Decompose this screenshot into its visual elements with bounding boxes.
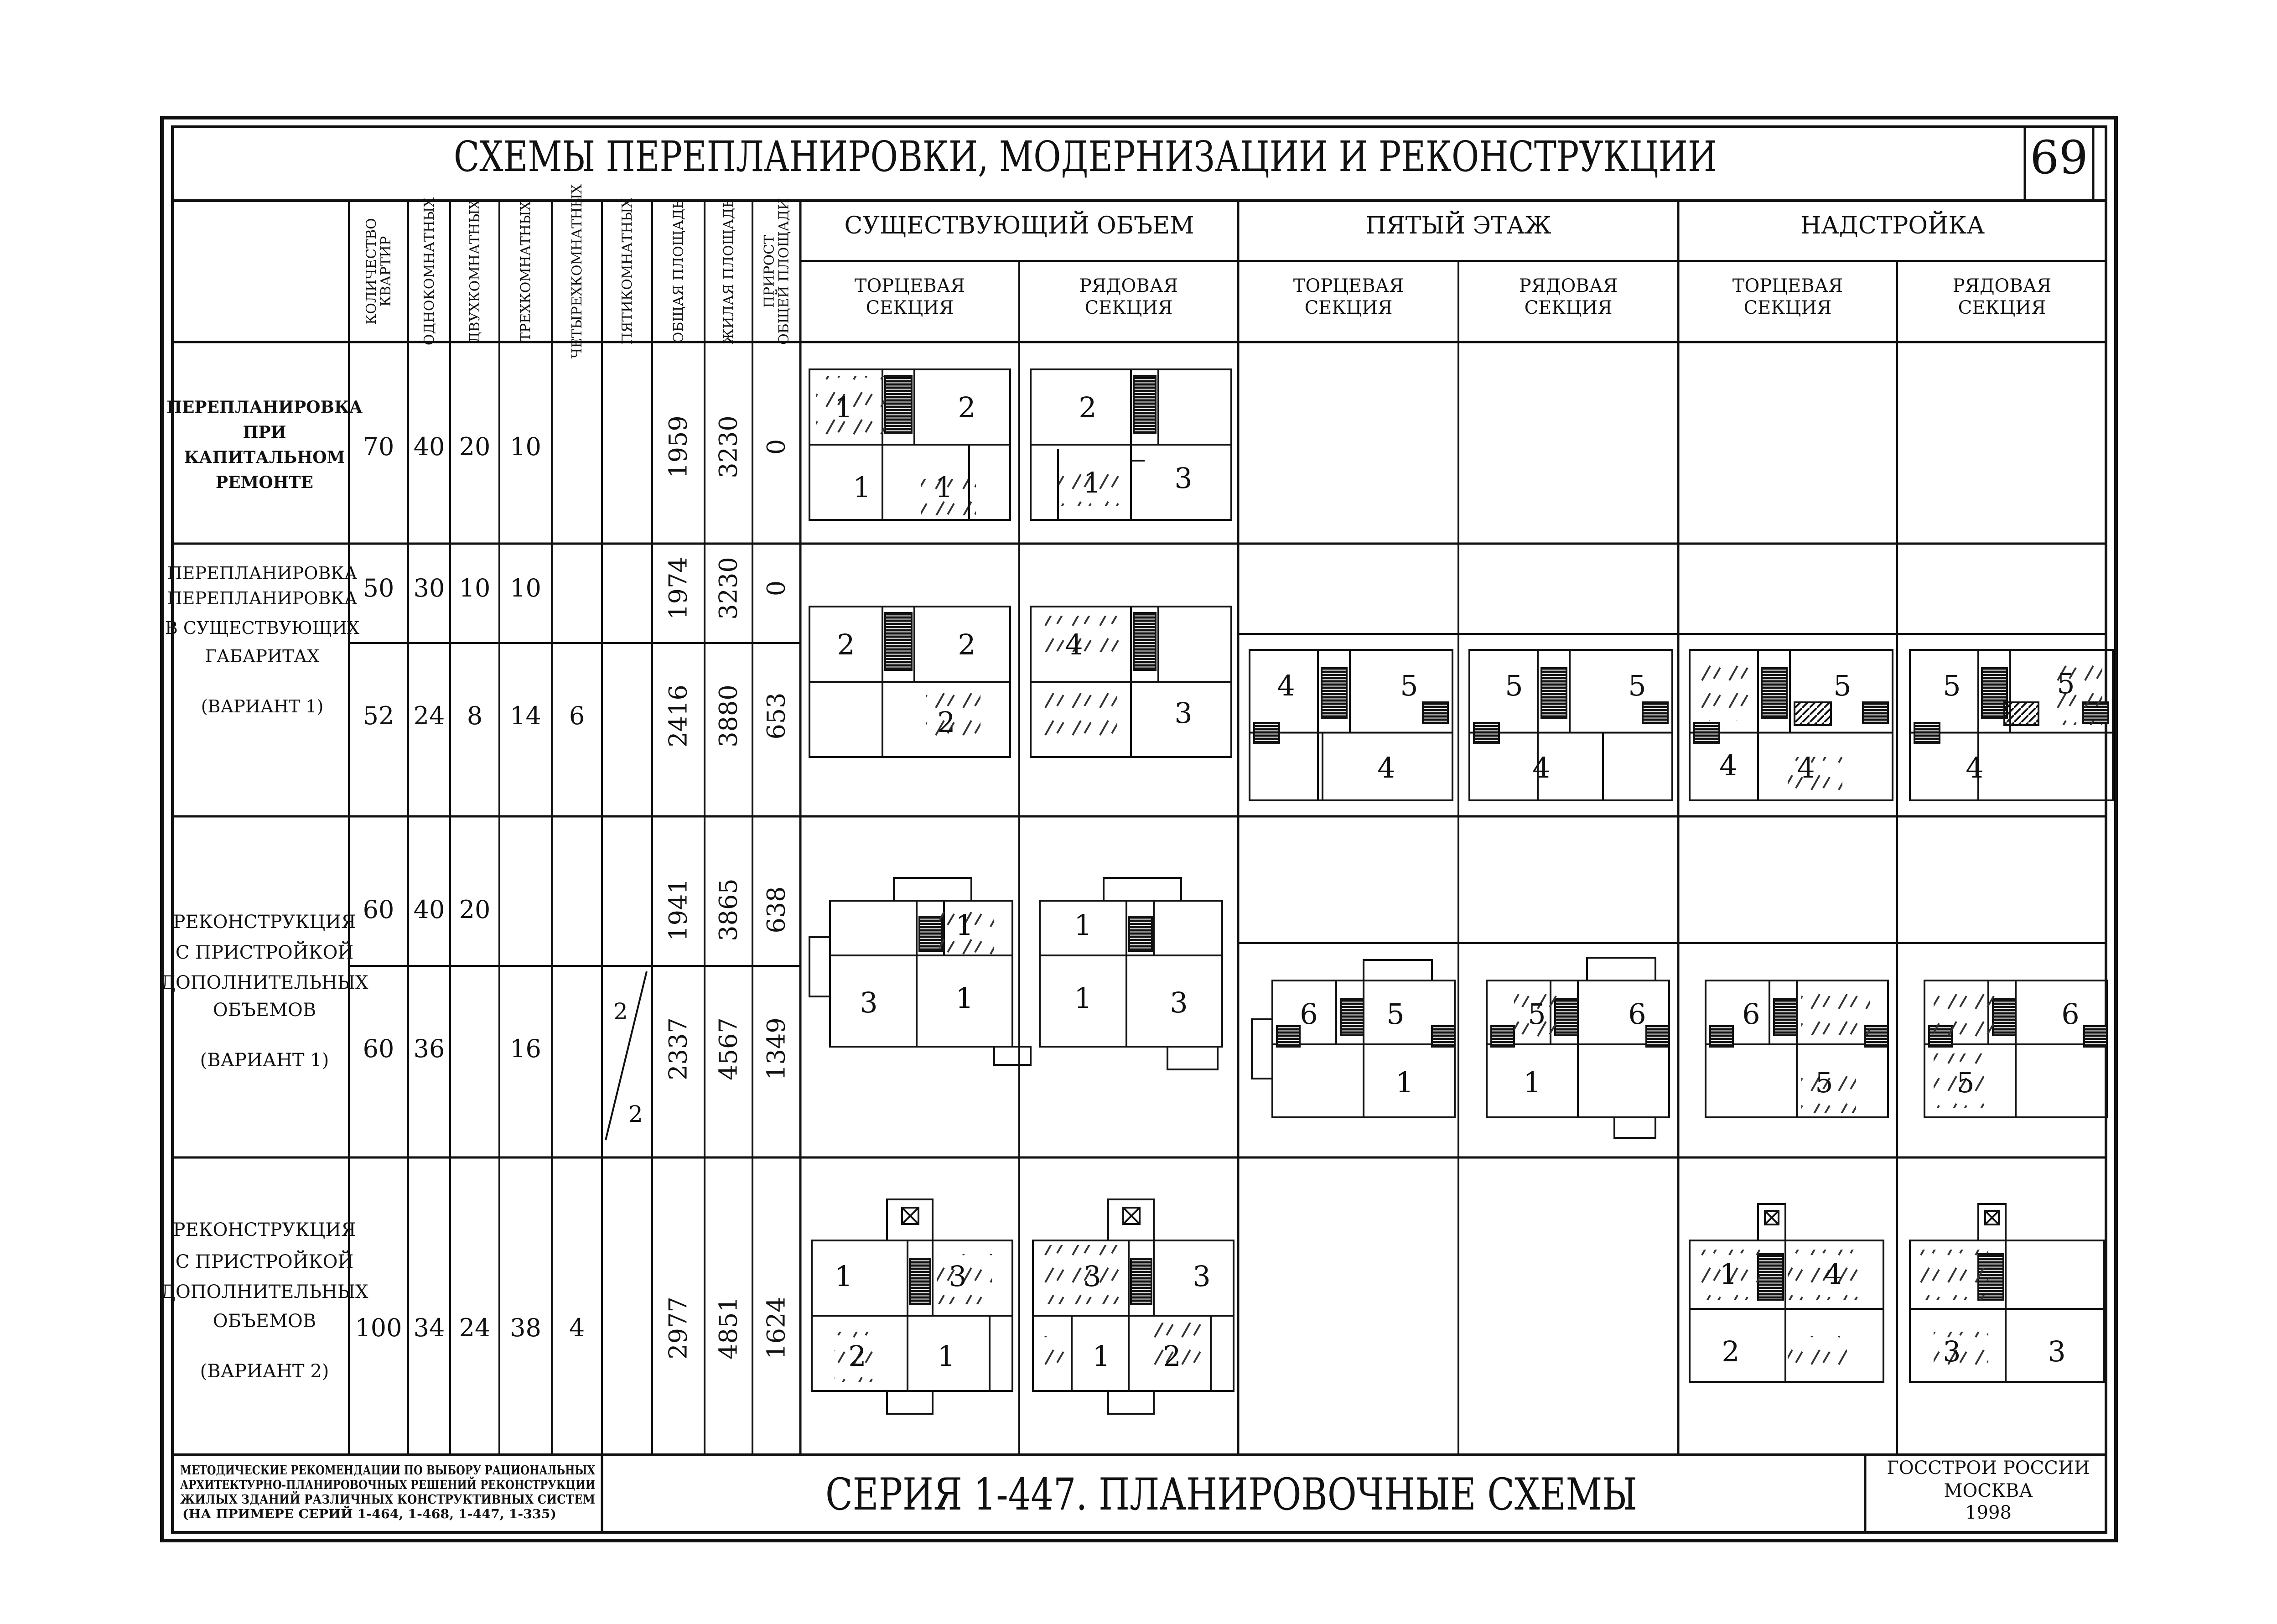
cell-value: 2977 bbox=[664, 1297, 693, 1359]
room-number: 5 bbox=[2057, 667, 2075, 700]
plan-wall bbox=[894, 878, 971, 901]
room-number: 5 bbox=[1956, 1066, 1975, 1099]
column-header: ТРЕХКОМНАТНЫХ bbox=[518, 201, 534, 342]
cell-value: 16 bbox=[510, 1034, 541, 1063]
stair-icon bbox=[910, 1259, 930, 1304]
cell-value: 34 bbox=[413, 1313, 445, 1342]
plan-wall bbox=[1614, 1117, 1655, 1138]
room-number: 2 bbox=[958, 628, 976, 661]
cell-value: 60 bbox=[363, 1034, 394, 1063]
room-number: 1 bbox=[1719, 1257, 1738, 1291]
room-number: 3 bbox=[2048, 1335, 2066, 1368]
column-headers bbox=[363, 184, 792, 358]
svg-text:МЕТОДИЧЕСКИЕ РЕКОМЕНДАЦИИ ПО В: МЕТОДИЧЕСКИЕ РЕКОМЕНДАЦИИ ПО ВЫБОРУ РАЦИОНАЛЬНЫХ bbox=[180, 1463, 596, 1478]
stair-icon bbox=[1129, 917, 1152, 951]
svg-text:В СУЩЕСТВУЮЩИХ: В СУЩЕСТВУЮЩИХ bbox=[165, 618, 360, 638]
hatched-area bbox=[1696, 657, 1756, 721]
hatched-area bbox=[1788, 1336, 1847, 1377]
svg-text:МОСКВА: МОСКВА bbox=[1944, 1480, 2033, 1501]
stair-icon bbox=[1423, 702, 1448, 723]
footer-left bbox=[180, 1463, 674, 1521]
cell-value: 10 bbox=[459, 574, 491, 602]
plan-wall bbox=[1108, 1199, 1154, 1240]
room-number: 5 bbox=[1386, 997, 1405, 1031]
plan-wall bbox=[1252, 1019, 1272, 1079]
hatched-area bbox=[1934, 985, 2002, 1040]
cell-value: 3230 bbox=[714, 557, 743, 620]
plan-wall bbox=[809, 937, 830, 996]
room-number: 4 bbox=[1277, 669, 1295, 702]
room-number: 5 bbox=[1400, 669, 1418, 702]
room-number: 5 bbox=[1528, 997, 1546, 1031]
room-number: 4 bbox=[1797, 751, 1815, 784]
svg-text:ПЕРЕПЛАНИРОВКА: ПЕРЕПЛАНИРОВКА bbox=[167, 588, 358, 608]
room-number: 4 bbox=[1377, 751, 1395, 784]
room-number: 1 bbox=[1074, 908, 1092, 942]
section-type-word: РЯДОВАЯ bbox=[1079, 275, 1178, 296]
room-labels bbox=[835, 391, 2079, 1373]
cell-value: 14 bbox=[510, 701, 541, 730]
cell-value: 36 bbox=[413, 1034, 445, 1063]
plan-wall bbox=[887, 1391, 933, 1414]
room-number: 2 bbox=[1722, 1335, 1740, 1368]
column-header: КОЛИЧЕСТВО bbox=[363, 218, 379, 325]
room-number: 3 bbox=[949, 1260, 967, 1293]
section-type-word: ТОРЦЕВАЯ bbox=[1732, 275, 1843, 296]
cell-value: 30 bbox=[413, 574, 445, 602]
cell-value: 1624 bbox=[762, 1297, 791, 1359]
stair-icon bbox=[1541, 668, 1566, 718]
stair-icon bbox=[1134, 613, 1156, 670]
cell-value: 6 bbox=[569, 701, 585, 730]
room-number: 4 bbox=[1824, 1257, 1842, 1291]
room-number: 6 bbox=[2061, 997, 2080, 1031]
room-number: 5 bbox=[1943, 669, 1961, 702]
room-number: 6 bbox=[1628, 997, 1646, 1031]
svg-text:(НА ПРИМЕРЕ СЕРИЙ 1-464, 1-468: (НА ПРИМЕРЕ СЕРИЙ 1-464, 1-468, 1-447, 1-335) bbox=[182, 1507, 538, 1521]
stair-icon bbox=[1758, 1254, 1783, 1300]
cell-value: 1941 bbox=[664, 878, 693, 941]
room-number: 1 bbox=[835, 391, 853, 424]
plan-wall bbox=[994, 1047, 1031, 1065]
room-number: 5 bbox=[1833, 669, 1852, 702]
room-number: 1 bbox=[1523, 1066, 1541, 1099]
section-type-word: ТОРЦЕВАЯ bbox=[854, 275, 965, 296]
cell-value: 3865 bbox=[714, 878, 743, 941]
plan-wall bbox=[1587, 958, 1655, 981]
cell-value: 10 bbox=[510, 574, 541, 602]
section-type-word: СЕКЦИЯ bbox=[1524, 297, 1613, 318]
plan-wall bbox=[1364, 960, 1432, 981]
room-number: 6 bbox=[1742, 997, 1760, 1031]
room-number: 1 bbox=[1395, 1066, 1414, 1099]
hatched-area bbox=[1934, 1332, 1988, 1377]
section-type-word: СЕКЦИЯ bbox=[866, 297, 954, 318]
stair-icon bbox=[919, 917, 942, 951]
column-header: ПРИРОСТ bbox=[761, 234, 778, 308]
stair-icon bbox=[1277, 1026, 1300, 1047]
cell-value: 2416 bbox=[664, 685, 693, 747]
dense-hatch bbox=[1795, 702, 1831, 725]
section-type-word: ТОРЦЕВАЯ bbox=[1293, 275, 1404, 296]
stair-icon bbox=[1432, 1026, 1455, 1047]
svg-text:(ВАРИАНТ 1): (ВАРИАНТ 1) bbox=[200, 1050, 329, 1071]
row-label-replanning bbox=[165, 563, 359, 716]
section-type-word: СЕКЦИЯ bbox=[1958, 297, 2046, 318]
hatched-area bbox=[1915, 1250, 1988, 1300]
svg-text:С ПРИСТРОЙКОЙ: С ПРИСТРОЙКОЙ bbox=[175, 942, 354, 963]
room-number: 3 bbox=[1943, 1335, 1961, 1368]
room-number: 4 bbox=[1966, 751, 1984, 784]
sheet-title: СХЕМЫ ПЕРЕПЛАНИРОВКИ, МОДЕРНИЗАЦИИ И РЕКОНСТРУКЦИИ bbox=[454, 132, 1717, 181]
column-header: ПЯТИКОМНАТНЫХ bbox=[619, 198, 635, 345]
cell-value: 1959 bbox=[664, 415, 693, 478]
hatched-area bbox=[1042, 1336, 1069, 1373]
cell-value: 24 bbox=[413, 701, 445, 730]
room-number: 2 bbox=[1079, 391, 1097, 424]
svg-text:ПРИ: ПРИ bbox=[243, 423, 286, 442]
room-number: 2 bbox=[837, 628, 855, 661]
group-existing-volume: СУЩЕСТВУЮЩИЙ ОБЪЕМ bbox=[844, 212, 1194, 239]
room-number: 1 bbox=[935, 471, 953, 504]
svg-text:ДОПОЛНИТЕЛЬНЫХ: ДОПОЛНИТЕЛЬНЫХ bbox=[161, 1282, 368, 1302]
room-number: 3 bbox=[1193, 1260, 1211, 1293]
stair-icon bbox=[1710, 1026, 1733, 1047]
room-number: 1 bbox=[1083, 466, 1101, 499]
cell-value: 1349 bbox=[762, 1017, 791, 1080]
room-number: 3 bbox=[1174, 462, 1193, 495]
svg-text:С ПРИСТРОЙКОЙ: С ПРИСТРОЙКОЙ bbox=[175, 1251, 354, 1272]
column-header: КВАРТИР bbox=[378, 236, 394, 307]
cell-value: 4567 bbox=[714, 1017, 743, 1080]
cell-value: 100 bbox=[355, 1313, 402, 1342]
column-header: ЧЕТЫРЕХКОМНАТНЫХ bbox=[569, 184, 585, 359]
stair-icon bbox=[1131, 1259, 1151, 1304]
hatched-area bbox=[1801, 994, 1870, 1035]
cell-value: 40 bbox=[413, 432, 445, 461]
cell-value: 2 bbox=[628, 1101, 643, 1127]
cell-value: 0 bbox=[762, 580, 791, 597]
column-header: ОБЩЕЙ ПЛОЩАДИ bbox=[776, 198, 792, 345]
column-header: ЖИЛАЯ ПЛОЩАДЬ bbox=[721, 198, 737, 344]
stair-icon bbox=[1762, 668, 1787, 718]
cell-value: 4851 bbox=[714, 1297, 743, 1359]
svg-text:ГОССТРОИ РОССИИ: ГОССТРОИ РОССИИ bbox=[1887, 1458, 2090, 1479]
room-number: 1 bbox=[955, 981, 974, 1015]
cell-value: 4 bbox=[569, 1313, 585, 1342]
cell-value: 0 bbox=[762, 439, 791, 455]
group-superstructure: НАДСТРОЙКА bbox=[1800, 212, 1985, 239]
room-number: 1 bbox=[853, 471, 871, 504]
section-type-word: РЯДОВАЯ bbox=[1519, 275, 1618, 296]
svg-text:(ВАРИАНТ 2): (ВАРИАНТ 2) bbox=[200, 1361, 329, 1382]
stair-icon bbox=[1982, 668, 2007, 718]
cell-value: 3230 bbox=[714, 415, 743, 478]
row-label-overhaul bbox=[166, 398, 363, 492]
cell-value: 38 bbox=[510, 1313, 541, 1342]
dense-hatch bbox=[2004, 702, 2038, 725]
stair-icon bbox=[1863, 702, 1888, 723]
svg-text:ДОПОЛНИТЕЛЬНЫХ: ДОПОЛНИТЕЛЬНЫХ bbox=[161, 972, 368, 993]
section-type-word: РЯДОВАЯ bbox=[1952, 275, 2052, 296]
room-number: 1 bbox=[1092, 1339, 1110, 1373]
cell-value: 52 bbox=[363, 701, 394, 730]
room-number: 1 bbox=[955, 908, 974, 942]
column-header: ОДНОКОМНАТНЫХ bbox=[421, 197, 437, 346]
room-number: 3 bbox=[1174, 696, 1193, 730]
cell-value: 20 bbox=[459, 895, 491, 924]
group-fifth-floor: ПЯТЫЙ ЭТАЖ bbox=[1365, 212, 1551, 239]
section-type-word: СЕКЦИЯ bbox=[1304, 297, 1393, 318]
cell-value: 2 bbox=[613, 998, 628, 1025]
plan-wall bbox=[1167, 1047, 1218, 1069]
hatched-area bbox=[1040, 693, 1117, 743]
svg-text:ПЕРЕПЛАНИРОВКА: ПЕРЕПЛАНИРОВКА bbox=[167, 563, 358, 583]
stair-icon bbox=[1134, 376, 1156, 433]
room-number: 1 bbox=[937, 1339, 955, 1373]
cell-value: 2337 bbox=[664, 1017, 693, 1080]
room-number: 2 bbox=[937, 706, 955, 739]
column-header: ОБЩАЯ ПЛОЩАДЬ bbox=[670, 199, 687, 343]
plan-wall bbox=[1978, 1204, 2006, 1240]
hatched-area bbox=[1788, 757, 1842, 798]
cell-value: 653 bbox=[762, 692, 791, 740]
stair-icon bbox=[1646, 1026, 1669, 1047]
hatched-area bbox=[1044, 616, 1122, 652]
cell-value: 60 bbox=[363, 895, 394, 924]
series-title: СЕРИЯ 1-447. ПЛАНИРОВОЧНЫЕ СХЕМЫ bbox=[825, 1469, 1637, 1520]
floor-plans bbox=[809, 369, 2113, 1414]
svg-text:ПЕРЕПЛАНИРОВКА: ПЕРЕПЛАНИРОВКА bbox=[166, 398, 363, 417]
column-header: ДВУХКОМНАТНЫХ bbox=[467, 200, 483, 343]
room-number: 5 bbox=[1505, 669, 1523, 702]
svg-text:(ВАРИАНТ 1): (ВАРИАНТ 1) bbox=[201, 696, 324, 716]
stair-icon bbox=[1914, 723, 1940, 743]
room-number: 4 bbox=[1532, 751, 1551, 784]
section-type-headers bbox=[855, 275, 2052, 318]
room-number: 3 bbox=[860, 986, 878, 1019]
room-number: 1 bbox=[1074, 981, 1092, 1015]
stair-icon bbox=[1474, 723, 1499, 743]
row-label-reconstruction-2 bbox=[161, 1219, 368, 1382]
svg-text:РЕКОНСТРУКЦИЯ: РЕКОНСТРУКЦИЯ bbox=[173, 912, 356, 933]
plan-wall bbox=[1758, 1204, 1785, 1240]
stair-icon bbox=[1694, 723, 1719, 743]
footer-right bbox=[1887, 1458, 2090, 1523]
room-number: 4 bbox=[1065, 628, 1083, 661]
svg-text:ОБЪЕМОВ: ОБЪЕМОВ bbox=[213, 1000, 316, 1021]
room-number: 4 bbox=[1719, 749, 1738, 782]
room-number: 2 bbox=[848, 1339, 866, 1373]
cell-value: 20 bbox=[459, 432, 491, 461]
svg-text:ОБЪЕМОВ: ОБЪЕМОВ bbox=[213, 1311, 316, 1332]
room-number: 2 bbox=[1163, 1339, 1181, 1373]
cell-value: 3880 bbox=[714, 685, 743, 747]
room-number: 2 bbox=[958, 391, 976, 424]
stair-icon bbox=[1774, 999, 1797, 1035]
stair-icon bbox=[885, 376, 912, 433]
svg-text:РЕКОНСТРУКЦИЯ: РЕКОНСТРУКЦИЯ bbox=[173, 1219, 356, 1240]
plan-wall bbox=[1104, 878, 1181, 901]
hatched-area bbox=[1040, 1245, 1122, 1304]
section-type-word: СЕКЦИЯ bbox=[1084, 297, 1173, 318]
svg-text:РЕМОНТЕ: РЕМОНТЕ bbox=[216, 473, 313, 492]
svg-text:1998: 1998 bbox=[1965, 1502, 2012, 1523]
room-number: 5 bbox=[1815, 1066, 1833, 1099]
stair-icon bbox=[1254, 723, 1279, 743]
plan-wall bbox=[1108, 1391, 1154, 1414]
svg-text:ГАБАРИТАХ: ГАБАРИТАХ bbox=[205, 646, 320, 666]
cell-value: 70 bbox=[363, 432, 394, 461]
room-number: 3 bbox=[1170, 986, 1188, 1019]
cell-value: 1974 bbox=[664, 557, 693, 620]
svg-text:ЖИЛЫХ ЗДАНИЙ РАЗЛИЧНЫХ КОНСТРУ: ЖИЛЫХ ЗДАНИЙ РАЗЛИЧНЫХ КОНСТРУКТИВНЫХ СИСТЕМ bbox=[180, 1493, 637, 1507]
cell-value: 40 bbox=[413, 895, 445, 924]
cell-value: 10 bbox=[510, 432, 541, 461]
data-cells bbox=[355, 415, 790, 1359]
svg-text:КАПИТАЛЬНОМ: КАПИТАЛЬНОМ bbox=[184, 448, 345, 467]
cell-value: 50 bbox=[363, 574, 394, 602]
room-number: 1 bbox=[835, 1260, 853, 1293]
row-label-reconstruction-1 bbox=[161, 912, 368, 1071]
cell-value: 638 bbox=[762, 886, 791, 934]
room-number: 5 bbox=[1628, 669, 1646, 702]
frame-grid bbox=[162, 118, 2116, 1541]
stair-icon bbox=[1322, 668, 1347, 718]
stair-icon bbox=[1341, 999, 1364, 1035]
stair-icon bbox=[1491, 1026, 1514, 1047]
stair-icon bbox=[2084, 1026, 2107, 1047]
sheet-number: 69 bbox=[2030, 131, 2088, 184]
stair-icon bbox=[1643, 702, 1668, 723]
cell-value: 8 bbox=[467, 701, 483, 730]
room-number: 3 bbox=[1083, 1260, 1101, 1293]
room-number: 6 bbox=[1300, 997, 1318, 1031]
section-type-word: СЕКЦИЯ bbox=[1743, 297, 1832, 318]
stair-icon bbox=[885, 613, 912, 670]
svg-text:АРХИТЕКТУРНО-ПЛАНИРОВОЧНЫХ РЕШ: АРХИТЕКТУРНО-ПЛАНИРОВОЧНЫХ РЕШЕНИЙ РЕКОНСТРУКЦИИ bbox=[180, 1478, 674, 1492]
cell-value: 24 bbox=[459, 1313, 491, 1342]
plan-wall bbox=[887, 1199, 933, 1240]
